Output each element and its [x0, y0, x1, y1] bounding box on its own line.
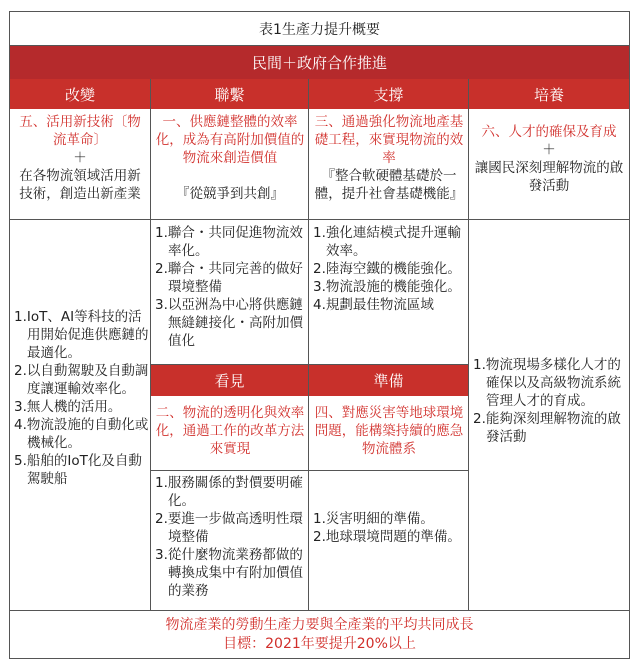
header-support: 支撐: [309, 79, 468, 109]
change-list: [14, 308, 152, 488]
header-change: 改變: [10, 79, 150, 109]
list-item: 1.災害明細的準備。: [313, 511, 434, 527]
list-item: 4.物流設施的自動化或機械化。: [14, 417, 149, 451]
cultivate-black-text: 讓國民深刻理解物流的啟發活動: [474, 160, 624, 194]
list-item: 3.從什麼物流業務都做的轉換成集中有附加價值的業務: [155, 547, 303, 599]
header-prepare: 準備: [309, 365, 468, 396]
cultivate-summary: [473, 123, 625, 195]
list-item: 5.船舶的IoT化及自動駕駛船: [14, 453, 142, 487]
header-cultivate: 培養: [469, 79, 629, 109]
list-item: 2.地球環境問題的準備。: [313, 529, 461, 545]
footer: [10, 611, 629, 658]
list-item: 2.陸海空鐵的機能強化。: [313, 261, 461, 277]
header-see: 看見: [151, 365, 308, 396]
list-item: 2.聯合・共同完善的做好環境整備: [155, 261, 303, 295]
cultivate-red-text: 六、人才的確保及育成: [481, 124, 617, 140]
list-item: 1.聯合・共同促進物流效率化。: [155, 225, 303, 259]
list-item: 1.強化連結模式提升運輸效率。: [313, 225, 461, 259]
cultivate-list: [473, 356, 625, 446]
footer-line-1: 物流產業的勞動生產力要與全產業的平均共同成長: [165, 616, 474, 633]
plus-sign: ＋: [542, 142, 556, 158]
divider: [150, 79, 151, 610]
support-summary: [313, 113, 465, 203]
list-item: 2.要進一步做高透明性環境整備: [155, 511, 303, 545]
connect-list: [155, 224, 307, 350]
plus-sign: ＋: [73, 150, 87, 166]
header-connect: 聯繫: [151, 79, 308, 109]
connect-summary: [155, 113, 305, 203]
prepare-list: [313, 510, 465, 546]
change-black-text: 在各物流領域活用新技術，創造出新產業: [19, 168, 141, 202]
support-red-text: 三、通過強化物流地產基礎工程，來實現物流的效率: [314, 114, 464, 166]
divider: [308, 79, 309, 610]
list-item: 3.無人機的活用。: [14, 399, 122, 415]
table-title: 表1生產力提升概要: [259, 21, 380, 38]
list-item: 1.物流現場多樣化人才的確保以及高級物流系統管理人才的育成。: [473, 357, 621, 409]
list-item: 1.服務關係的對價要明確化。: [155, 475, 303, 509]
banner: 民間＋政府合作推進: [10, 46, 629, 79]
change-summary: [14, 113, 146, 203]
prepare-red-text: 四、對應災害等地球環境問題，能構築持續的應急物流體系: [314, 405, 464, 457]
divider: [151, 470, 468, 471]
list-item: 1.IoT、AI等科技的活用開始促進供應鏈的最適化。: [14, 309, 149, 361]
connect-black-text: 『從競爭到共創』: [176, 186, 284, 202]
productivity-table: [9, 11, 630, 659]
change-red-text: 五、活用新技術〔物流革命〕: [19, 114, 141, 148]
divider: [10, 219, 629, 220]
support-black-text: 『整合軟硬體基礎於一體，提升社會基礎機能』: [314, 168, 464, 202]
list-item: 2.能夠深刻理解物流的啟發活動: [473, 411, 621, 445]
see-red-text: 二、物流的透明化與效率化，通過工作的改革方法來實現: [155, 405, 305, 457]
support-list: [313, 224, 465, 314]
connect-red-text: 一、供應鏈整體的效率化，成為有高附加價值的物流來創造價值: [155, 114, 305, 166]
divider: [468, 79, 469, 610]
list-item: 3.以亞洲為中心將供應鏈無縫鏈接化・高附加價值化: [155, 297, 303, 349]
list-item: 2.以自動駕駛及自動調度讓運輸效率化。: [14, 363, 149, 397]
footer-line-2: 目標：2021年要提升20%以上: [223, 635, 416, 652]
list-item: 3.物流設施的機能強化。: [313, 279, 461, 295]
list-item: 4.規劃最佳物流區域: [313, 297, 434, 313]
see-list: [155, 474, 307, 600]
